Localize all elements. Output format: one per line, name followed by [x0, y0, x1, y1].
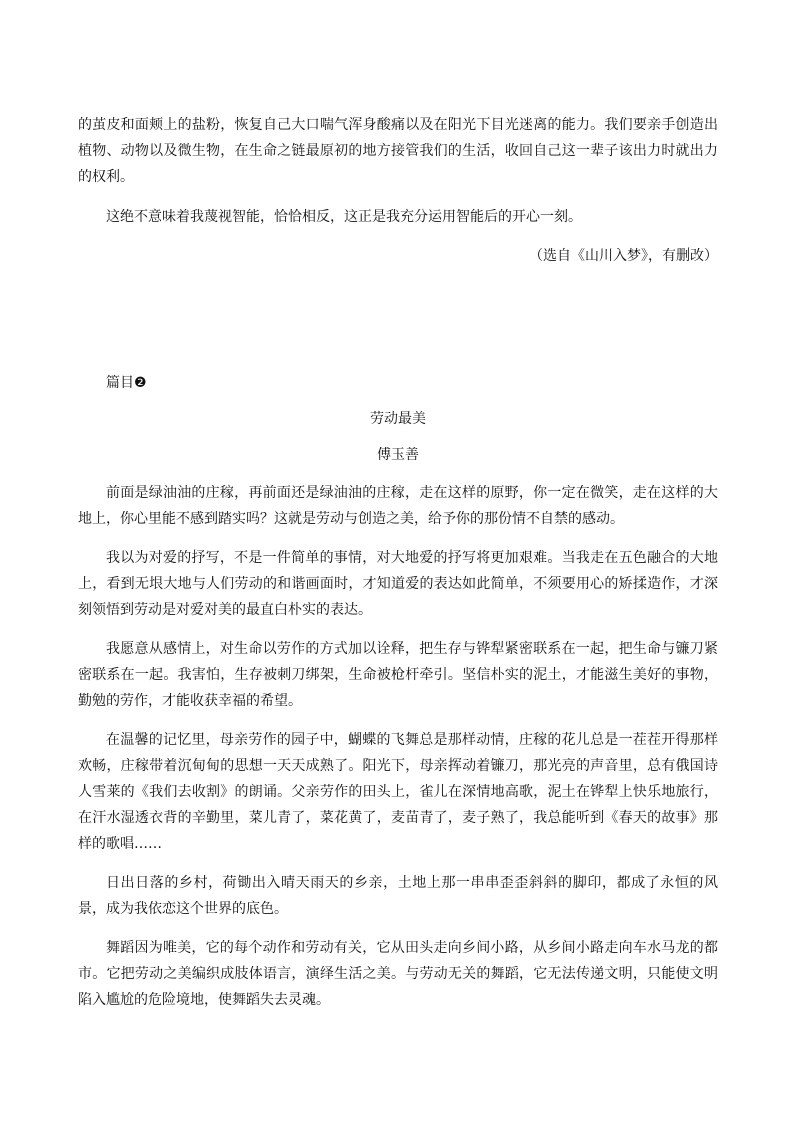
body-paragraph: 日出日落的乡村，荷锄出入晴天雨天的乡亲，土地上那一串串歪歪斜斜的脚印，都成了永恒的风景，成为我依恋这个世界的底色。 [78, 875, 718, 917]
body-paragraph: 舞蹈因为唯美，它的每个动作和劳动有关，它从田头走向乡间小路，从乡间小路走向车水马龙的都市。它把劳动之美编织成肢体语言，演绎生活之美。与劳动无关的舞蹈，它无法传递文明，只能使文明陷入尴尬的危险境地，使舞蹈失去灵魂。 [78, 940, 718, 1008]
body-paragraph: 前面是绿油油的庄稼，再前面还是绿油油的庄稼，走在这样的原野，你一定在微笑，走在这样的大地上，你心里能不感到踏实吗？这就是劳动与创造之美，给予你的那份情不自禁的感动。 [78, 485, 718, 527]
article-author: 傅玉善 [377, 447, 419, 463]
article-title: 劳动最美 [370, 411, 426, 427]
body-paragraph: 我愿意从感情上，对生命以劳作的方式加以诠释，把生存与铧犁紧密联系在一起，把生命与镰刀紧密联系在一起。我害怕，生存被刺刀绑架，生命被枪杆牵引。坚信朴实的泥土，才能滋生美好的事物，勤勉的劳作，才能收获幸福的希望。 [78, 641, 718, 709]
document-page [78, 112, 718, 1026]
body-paragraph: 我以为对爱的抒写，不是一件简单的事情，对大地爱的抒写将更加艰难。当我走在五色融合的大地上，看到无垠大地与人们劳动的和谐画面时，才知道爱的表达如此简单，不须要用心的矫揉造作，才深刻领悟到劳动是对爱对美的最直白朴实的表达。 [78, 550, 718, 618]
passage1-continuation: 的茧皮和面颊上的盐粉，恢复自己大口喘气浑身酸痛以及在阳光下目光迷离的能力。我们要亲手创造出植物、动物以及微生物，在生命之链最原初的地方接管我们的生活，收回自己这一辈子该出力时就出力的权利。 [78, 117, 718, 185]
body-paragraph: 在温馨的记忆里，母亲劳作的园子中，蝴蝶的飞舞总是那样动情，庄稼的花儿总是一茬茬开得那样欢畅，庄稼带着沉甸甸的思想一天天成熟了。阳光下，母亲挥动着镰刀，那光亮的声音里，总有俄国诗人雪莱的《我们去收割》的朗诵。父亲劳作的田头上，雀儿在深情地高歌，泥土在铧犁上快乐地旅行，在汗水湿透衣背的辛勤里，菜儿青了，菜花黄了，麦苗青了，麦子熟了，我总能听到《春天的故事》那样的歌唱…… [78, 732, 718, 852]
passage1-source: （选自《山川入梦》，有删改） [529, 248, 718, 264]
passage1-paragraph: 这绝不意味着我蔑视智能，恰恰相反，这正是我充分运用智能后的开心一刻。 [106, 209, 582, 225]
section-label: 篇目❷ [106, 375, 147, 391]
